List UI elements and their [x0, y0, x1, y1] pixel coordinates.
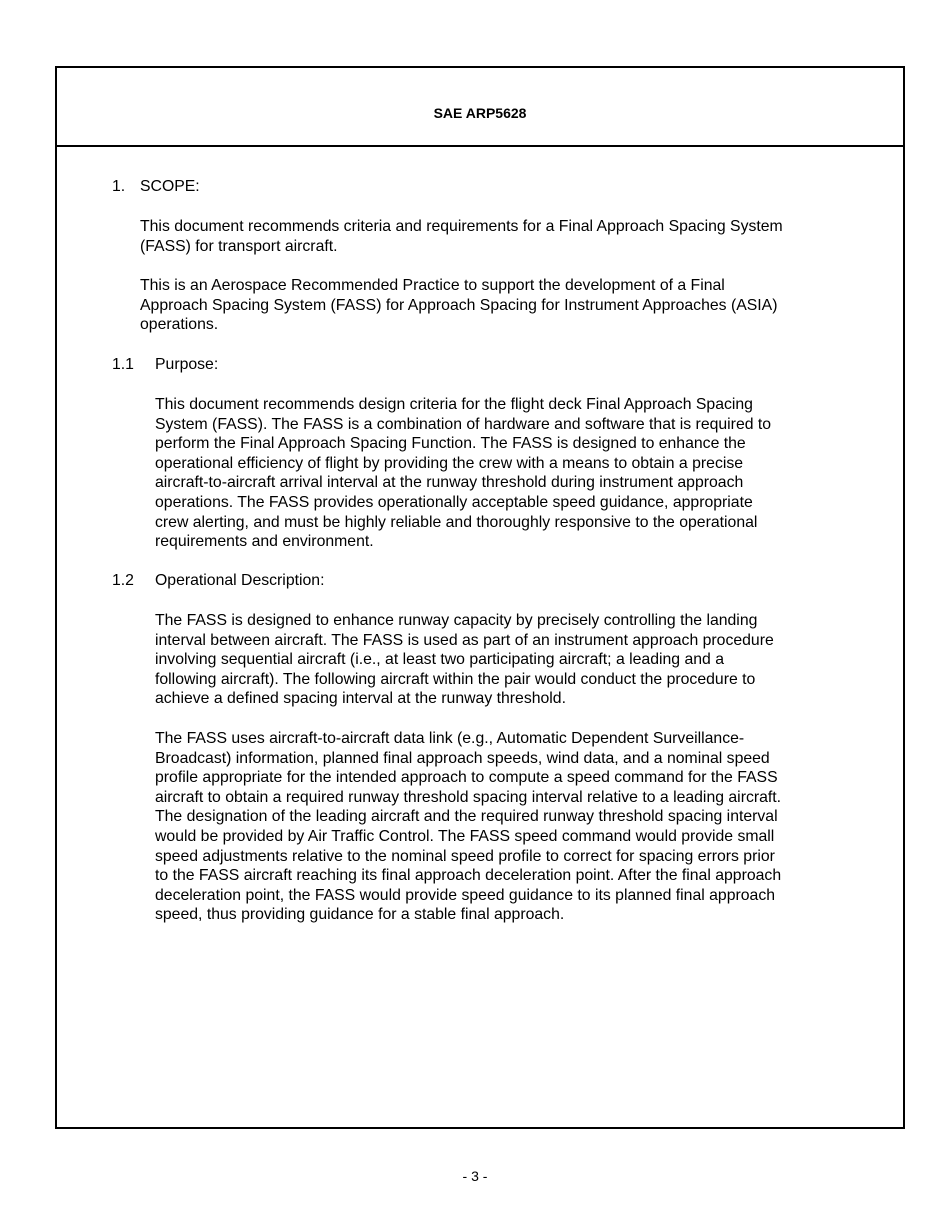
- section-number-operational: 1.2: [112, 572, 134, 589]
- section-number-purpose: 1.1: [112, 356, 134, 373]
- text-line: operations.: [140, 316, 219, 334]
- text-line: following aircraft). The following aircraft within the pair would conduct the procedure to: [155, 670, 756, 688]
- text-line: operational efficiency of flight by providing the crew with a means to obtain a precise: [155, 454, 744, 472]
- text-line: to the FASS aircraft reaching its final approach deceleration point. After the final approach: [155, 867, 782, 885]
- operational-paragraph-2: [155, 729, 781, 925]
- text-line: The FASS is designed to enhance runway capacity by precisely controlling the landing: [155, 612, 758, 629]
- operational-paragraph-1: [155, 611, 774, 709]
- text-line: crew alerting, and must be highly reliable and thoroughly responsive to the operational: [155, 513, 758, 531]
- text-line: involving sequential aircraft (i.e., at least two participating aircraft; a leading and a: [155, 651, 724, 669]
- text-line: interval between aircraft. The FASS is used as part of an instrument approach procedure: [155, 631, 774, 649]
- page-number: - 3 -: [462, 1168, 488, 1184]
- text-line: Broadcast) information, planned final approach speeds, wind data, and a nominal speed: [155, 749, 770, 767]
- text-line: deceleration point, the FASS would provide speed guidance to its planned final approach: [155, 886, 776, 904]
- purpose-paragraph-1: [155, 395, 771, 552]
- scope-paragraph-2: [140, 276, 777, 335]
- section-title-operational: Operational Description:: [155, 572, 325, 589]
- text-line: (FASS) for transport aircraft.: [140, 237, 338, 255]
- text-line: achieve a defined spacing interval at the runway threshold.: [155, 690, 566, 708]
- scope-paragraph-1: [140, 217, 783, 256]
- text-line: Approach Spacing System (FASS) for Approach Spacing for Instrument Approaches (ASIA): [140, 296, 778, 314]
- text-line: The designation of the leading aircraft and the required runway threshold spacing interval: [155, 808, 778, 826]
- text-line: profile appropriate for the intended approach to compute a speed command for the FASS: [155, 769, 778, 787]
- text-line: aircraft to obtain a required runway threshold spacing interval relative to a leading aircraft.: [155, 788, 782, 806]
- text-line: This document recommends criteria and requirements for a Final Approach Spacing System: [140, 218, 783, 235]
- text-line: speed adjustments relative to the nominal speed profile to correct for spacing errors prior: [155, 847, 775, 865]
- document-id: SAE ARP5628: [433, 105, 527, 121]
- text-line: speed, thus providing guidance for a stable final approach.: [155, 906, 565, 924]
- page-header: [57, 68, 903, 147]
- text-line: operations. The FASS provides operationally acceptable speed guidance, appropriate: [155, 493, 753, 511]
- section-number-scope: 1.: [112, 178, 126, 195]
- text-line: would be provided by Air Traffic Control. The FASS speed command would provide small: [155, 827, 775, 845]
- text-line: This is an Aerospace Recommended Practice to support the development of a Final: [140, 277, 725, 294]
- section-title-scope: SCOPE:: [140, 178, 200, 195]
- text-line: This document recommends design criteria for the flight deck Final Approach Spacing: [155, 396, 753, 413]
- text-line: perform the Final Approach Spacing Function. The FASS is designed to enhance the: [155, 435, 746, 453]
- text-line: aircraft-to-aircraft arrival interval at the runway threshold during instrument approach: [155, 474, 744, 492]
- text-line: System (FASS). The FASS is a combination of hardware and software that is required to: [155, 415, 772, 433]
- section-title-purpose: Purpose:: [155, 356, 219, 373]
- text-line: requirements and environment.: [155, 533, 374, 551]
- text-line: The FASS uses aircraft-to-aircraft data link (e.g., Automatic Dependent Surveillance-: [155, 730, 745, 747]
